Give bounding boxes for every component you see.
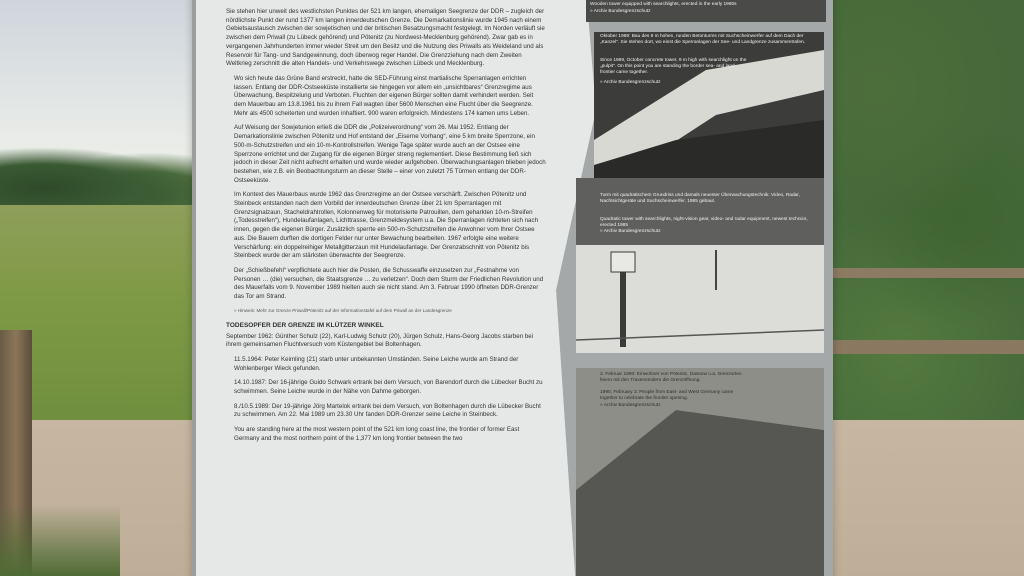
caption-photo3-credit: » Archiv Bundesgrenzschutz [600,403,661,408]
caption-photo2-credit: » Archiv Bundesgrenzschutz [600,229,661,234]
caption-photo3-en: 1990, February 3: People from East- and West Germany came together to celebrate the frontier opening. [600,390,734,401]
victim-entry: 14.10.1987: Der 16-jährige Guido Schwark ertrank bei dem Versuch, von Barendorf durch die Lübecker Bucht zu schwimmen. Seine Leiche wurde in der Nähe von Dahme geborgen. [234,379,543,396]
panel-paragraph-5: Der „Schießbefehl“ verpflichtete auch hier die Posten, die Schusswaffe einzusetzen zur „Festnahme von Personen … (die) versuchen, die Staatsgrenze … zu verletzen“. Doch dem Sturm der Friedlichen Revolution und des Mauerfalls vom 9. November 1989 hielten auch sie nicht stand. Am 3. Februar 1990 öffneten DDR-Grenzer das Tor am Strand. [234,266,544,301]
photo-strip-graphic [556,0,830,576]
fence-rail-lower [815,340,1024,354]
victim-entry: 11.5.1964: Peter Keimling (21) starb unter unbekannten Umständen. Seine Leiche wurde am Strand der Wohlenberger Wieck gefunden. [234,355,519,372]
caption-photo3-de: 3. Februar 1990: Einwohner von Pötenitz, Dassow u.a. Grenzorten feiern mit den Travemündern die Grenzöffnung. [600,372,742,383]
caption-photo2-de: Turm mit quadratischem Grundriss und damals neuester Überwachungstechnik: Video, Radar, Nachtsichtgeräte und Suchscheinwerfer, 1985 gebaut. [600,193,800,204]
english-intro: You are standing here at the most western point of the 521 km long coast line, the frontier of former East Germany and the most northern point of the 1,377 km long frontier between the two [234,426,520,442]
grass-field [0,205,215,425]
watchtower-cabin [611,252,635,272]
information-panel [192,0,833,576]
caption-photo1-de: Oktober 1969: Bau des 9 m hohen, runden Betonturms mit Suchscheinwerfer auf dem Dach der „Kanzel“. Sie stehen dort, wo einst die Sperranlagen der See- und Landgrenze zusammentrafen. [600,34,806,45]
caption-photo1-credit: » Archiv Bundesgrenzschutz [600,80,661,85]
fence-rail-upper [815,268,1024,278]
victims-heading: TODESOPFER DER GRENZE IM KLÜTZER WINKEL [226,321,384,329]
hedge [815,0,1024,440]
panel-paragraph-3: Auf Weisung der Sowjetunion erließ die DDR die „Polizeiverordnung“ vom 26. Mai 1952. Entlang der Demarkationslinie zwischen Pötenitz und Hof entstand der „Eiserne Vorhang“, eine 5 km breite Sperrzone, ein 500-m-Schutzstreifen und ein 10-m-Kontrollstreifen. Wenige Tage später wurde auch an der Ostsee eine Sperrzone errichtet und der Zugang für die eigenen Bürger streng reglementiert. Diese Bestimmung ließ sich jedoch in dieser Zeit nicht aufrecht erhalten und wurde wieder aufgehoben. Überwachungsanlagen blieben jedoch bestehen, wie z.B. ein Beobachtungsturm an dieser Stelle – einer von zuletzt 75 Türmen entlang der DDR-Ostseeküste. [234,124,546,184]
caption-photo1-en: Since 1969, October concrete tower, 9 m high with searchlight on the „pulpit“. On this point you are standing the border sea- and land frontier came together. [600,58,747,75]
panel-paragraph-1: Sie stehen hier unweit des westlichsten Punktes der 521 km langen, ehemaligen Seegrenze der DDR – zugleich der nördlichste Punkt der rund 1377 km langen innerdeutschen Grenze. Die Demarkationslinie wurde 1945 nach einem Gebietsaustausch zwischen der sowjetischen und der britischen Besatzungsmacht festgelegt. Im Norden verläuft sie zwischen dem Priwall (zu Lübeck gehörend) und Pötenitz (zu Nordwest-Mecklenburg gehörend). Zwar gab es in vergangenen Jahrhunderten immer wieder Streit um den Besitz und die Nutzung des Priwalls als Weideland und als Reservoir für Tang- und Sandgewinnung, doch überwog reger Handel. Die Grenzziehung nach dem Zweiten Weltkrieg zerschnitt die alten Handels- und Verkehrswege zwischen Lübeck und Mecklenburg. [226,8,545,68]
panel-text-column [226,8,546,450]
caption-photo2-en: Quadratic tower with searchlights, night-vision gear, video- and radar equipment, newest technics, erected 1985 [600,217,808,228]
watchtower-pole [620,272,626,347]
photo-strip [556,0,830,576]
source-note: » Hinweis: Mehr zur Grenze Priwall/Pötenitz auf der Informationstafel auf dem Priwall an der Landesgrenze [234,307,452,313]
victim-entry: 8./10.5.1989: Der 19-jährige Jörg Martelok ertrank bei dem Versuch, von Boltenhagen durch die Lübecker Bucht zu schwimmen. Am 22. Mai 1989 um 23.30 Uhr fanden DDR-Grenzer seine Leiche in Steinbeck. [234,402,541,419]
victim-entry: September 1962: Günther Schulz (22), Karl-Ludwig Schulz (20), Jürgen Schulz, Hans-Georg Jacobs starben bei ihrem gemeinsamen Fluchtversuch vom Küstengebiet bei Boltenhagen. [226,332,534,349]
caption-top-credit: » Archiv Bundesgrenzschutz [590,9,651,14]
panel-paragraph-2: Wo sich heute das Grüne Band erstreckt, hatte die SED-Führung einst martialische Sperranlagen errichten lassen. Entlang der DDR-Ostseeküste installierte sie hingegen vor allem ein „unsichtbares“ Grenzregime aus Überwachung, Bespitzelung und Verboten. Fluchten der eigenen Bürger sollten damit verhindert werden. Seit dem Mauerbau am 13.8.1961 bis zu ihrem Fall wagten über 5600 Menschen eine Flucht über die Seegrenze. Mehr als 4500 scheiterten und wurden inhaftiert. 900 waren erfolgreich. Mindestens 174 kamen ums Leben. [234,74,534,117]
panel-paragraph-4: Im Kontext des Mauerbaus wurde 1962 das Grenzregime an der Ostsee verschärft. Zwischen Pötenitz und Steinbeck entstanden nach dem Vorbild der innerdeutschen Grenze über 21 km Sperranlagen mit Grenzsignalzaun, Stacheldrahtrollen, Kolonnenweg für motorisierte Patrouillen, dem geharkten 10-m-Streifen („Todesstreifen“), Hundelaufanlagen, Lichttrasse, Grenzmeldesystem u.a. Die Sperranlagen richteten sich nach innen, gegen die eigenen Bürger. Zusätzlich sperrte ein 500-m-Schutzstreifen die Anwohner vom Ihrer Ostsee aus. Die Bauern durften die dortigen Felder nur unter Bewachung bearbeiten. 1967 erfolgte eine weitere Verschärfung: ein doppelreihiger Metallgitterzaun mit Hundelaufanlage. Der Grenzabschnitt von Pötenitz bis Steinbeck wurde der am stärksten überwachte der Seegrenze. [234,191,539,260]
caption-top: Wooden tower equipped with searchlights, erected in the early 1960s [590,2,737,7]
foreground-grass [0,505,120,576]
